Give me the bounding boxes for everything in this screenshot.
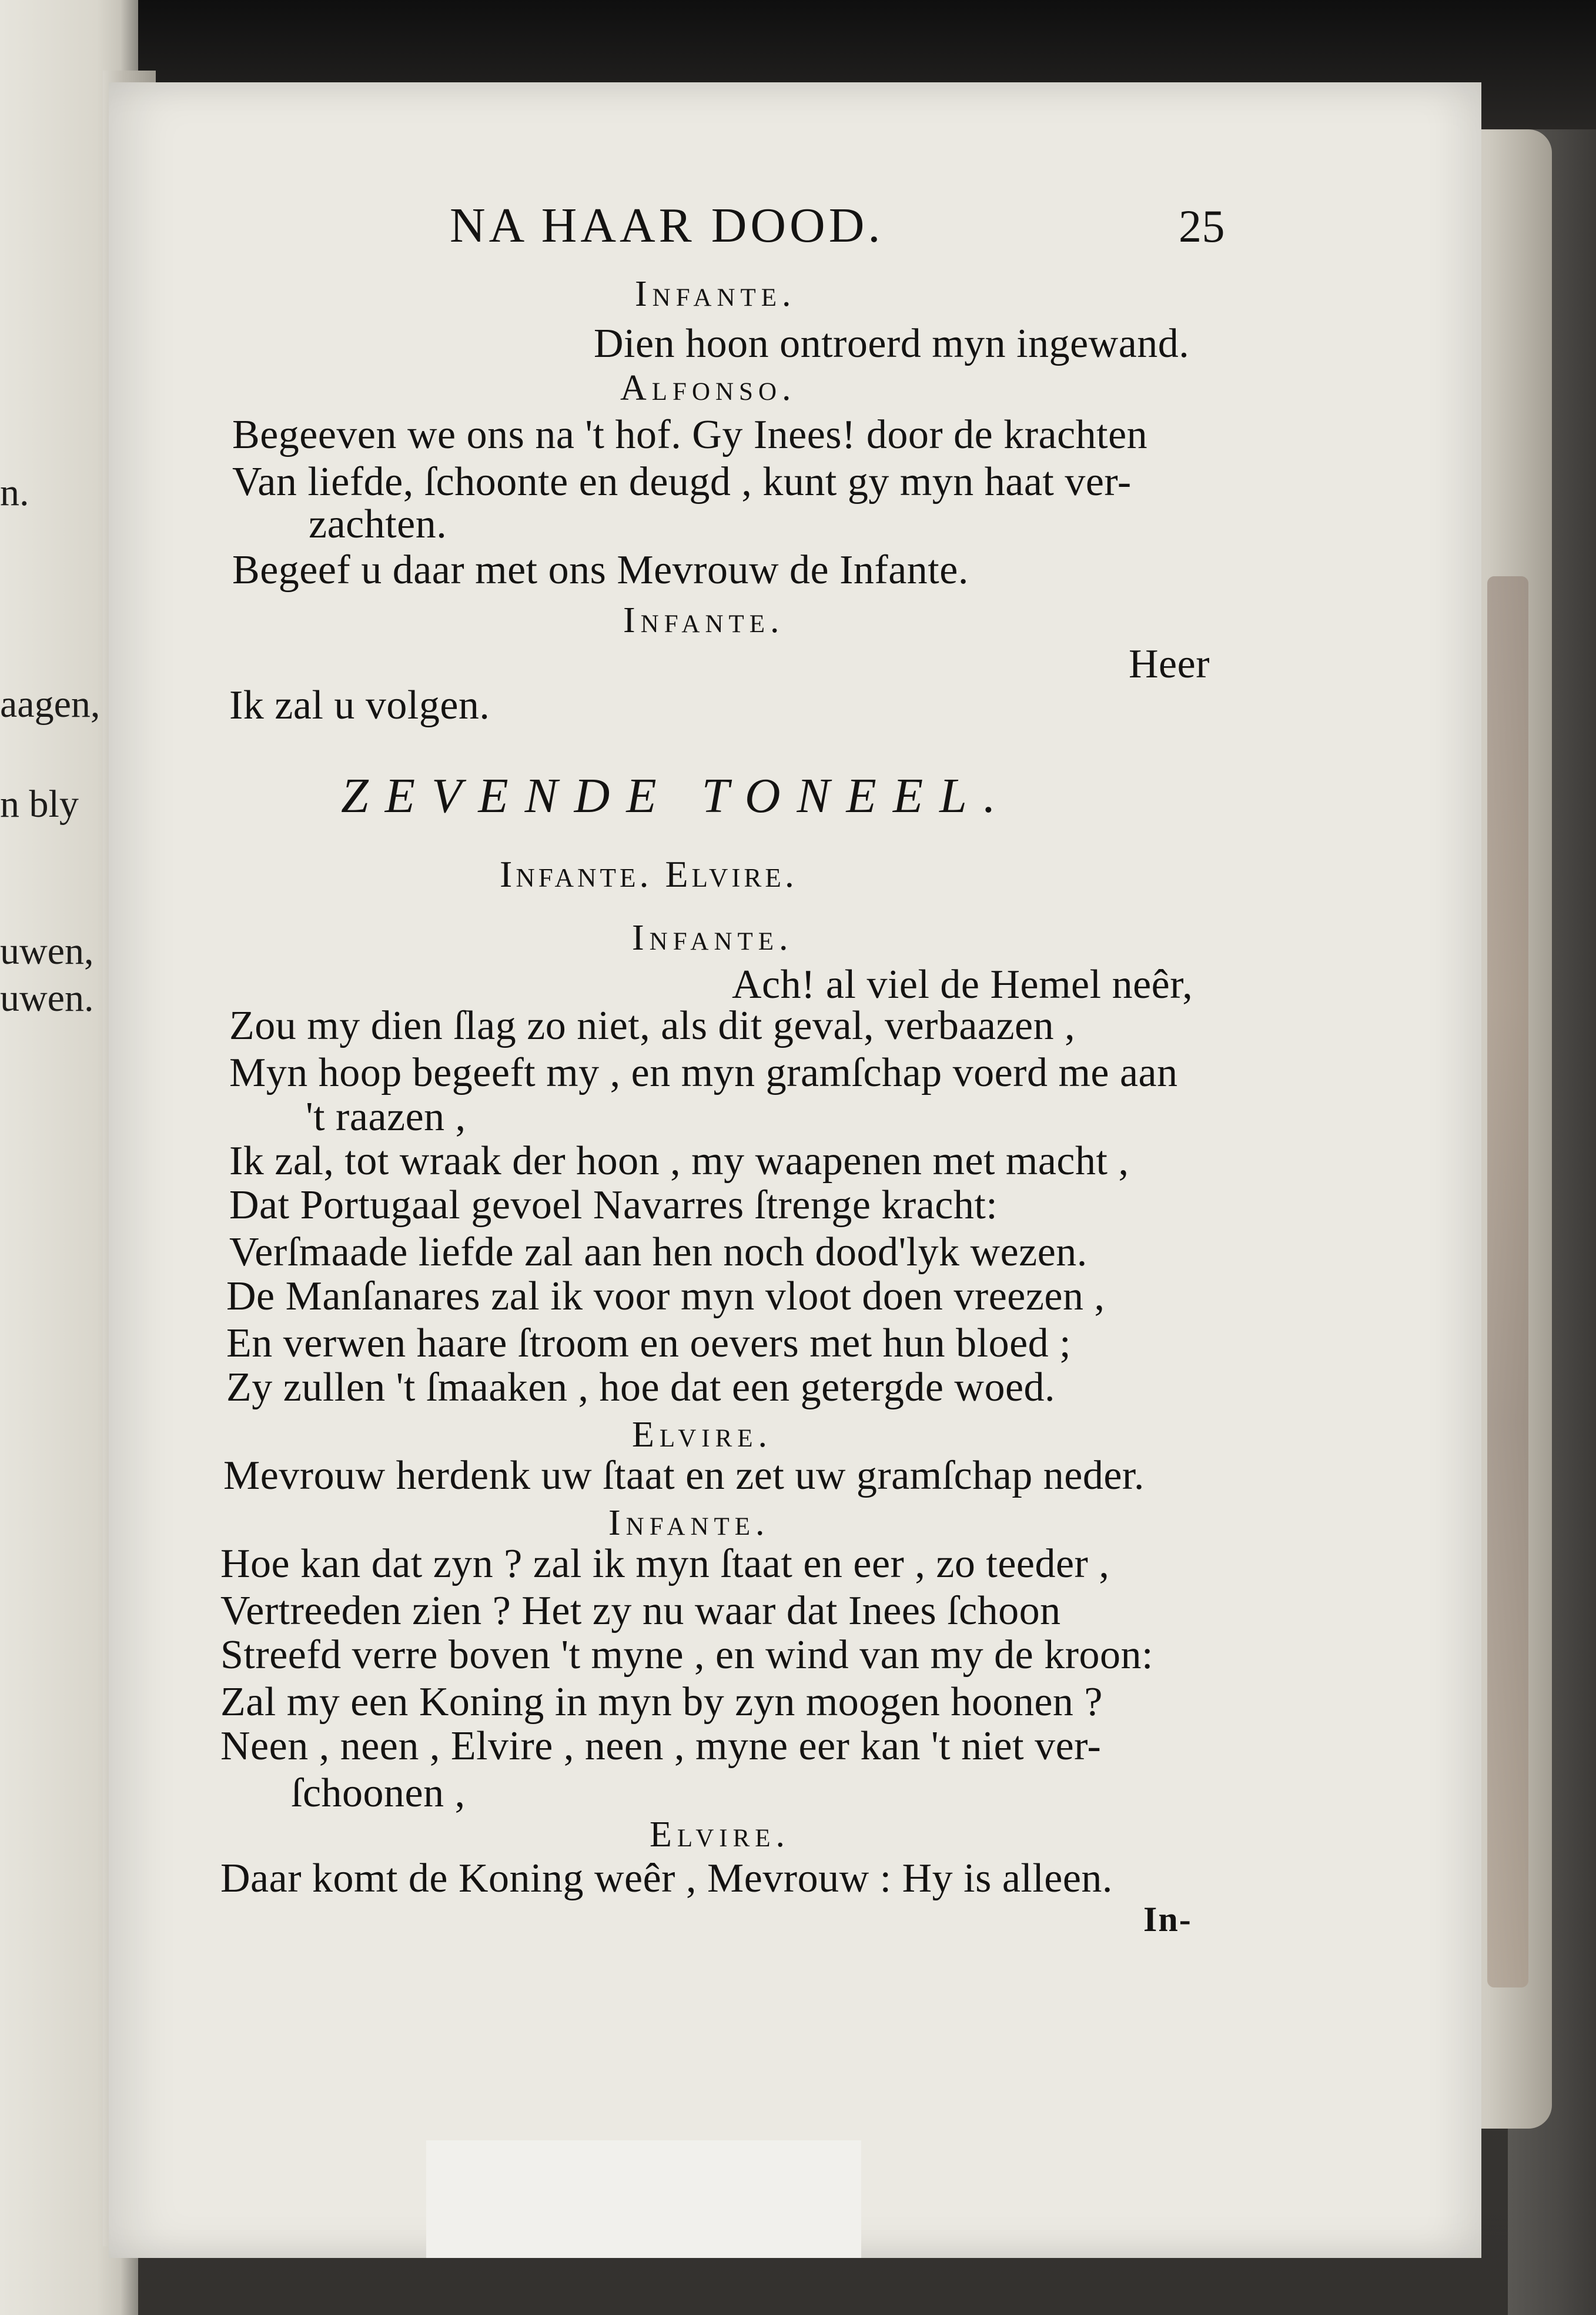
- verse-line: Heer: [1129, 642, 1210, 687]
- left-page-fragment: uwen,: [0, 930, 94, 973]
- left-page-fragment: uwen.: [0, 977, 94, 1020]
- left-page-fragment: aagen,: [0, 683, 101, 726]
- verse-line: Dat Portugaal gevoel Navarres ſtrenge kracht:: [229, 1182, 998, 1228]
- verse-line: Streefd verre boven 't myne , en wind van my de kroon:: [220, 1632, 1153, 1678]
- verse-line: Begeeven we ons na 't hof. Gy Inees! door de krachten: [232, 412, 1148, 457]
- speaker-heading: Infante.: [632, 918, 794, 958]
- verse-line: Ik zal u volgen.: [229, 683, 490, 728]
- verse-line: Zy zullen 't ſmaaken , hoe dat een getergde woed.: [226, 1365, 1056, 1410]
- speaker-heading: Elvire.: [632, 1415, 773, 1455]
- verse-line: Neen , neen , Elvire , neen , myne eer kan 't niet ver-: [220, 1723, 1102, 1769]
- verse-line: Van liefde, ſchoonte en deugd , kunt gy myn haat ver-: [232, 459, 1132, 505]
- verse-line: En verwen haare ſtroom en oevers met hun bloed ;: [226, 1321, 1072, 1366]
- catchword: In-: [1143, 1900, 1192, 1939]
- verse-line: Begeef u daar met ons Mevrouw de Infante.: [232, 547, 969, 593]
- left-page-fragment: n.: [0, 471, 29, 514]
- verse-line: Verſmaade liefde zal aan hen noch dood'lyk wezen.: [229, 1230, 1088, 1275]
- left-page-fragment: n bly: [0, 783, 79, 826]
- scene-heading: ZEVENDE TONEEL.: [341, 769, 1012, 823]
- paper-repair-patch: [426, 2140, 861, 2258]
- verse-line: Mevrouw herdenk uw ſtaat en zet uw gramſchap neder.: [223, 1453, 1145, 1498]
- speaker-heading: Elvire.: [650, 1815, 791, 1855]
- fore-edge-marbling: [1487, 576, 1528, 1987]
- verse-line: Ik zal, tot wraak der hoon , my waapenen met macht ,: [229, 1138, 1129, 1184]
- verse-line: Myn hoop begeeft my , en myn gramſchap voerd me aan: [229, 1050, 1178, 1095]
- verse-line: Ach! al viel de Hemel neêr,: [732, 962, 1193, 1007]
- speaker-heading: Infante.: [608, 1503, 770, 1543]
- verse-line: Daar komt de Koning weêr , Mevrouw : Hy is alleen.: [220, 1856, 1113, 1901]
- verse-line: ſchoonen ,: [291, 1771, 466, 1816]
- verse-line: Hoe kan dat zyn ? zal ik myn ſtaat en eer , zo teeder ,: [220, 1541, 1110, 1586]
- verse-line: Dien hoon ontroerd myn ingewand.: [594, 321, 1190, 366]
- verse-line: Zou my dien ſlag zo niet, als dit geval, verbaazen ,: [229, 1003, 1076, 1048]
- speaker-heading: Alfonso.: [620, 368, 797, 408]
- running-head: NA HAAR DOOD.: [450, 198, 884, 253]
- speaker-heading: Infante.: [623, 600, 785, 640]
- cast-list: Infante. Elvire.: [500, 853, 798, 895]
- verse-line: De Manſanares zal ik voor myn vloot doen vreezen ,: [226, 1274, 1105, 1319]
- verse-line: Zal my een Koning in myn by zyn moogen hoonen ?: [220, 1679, 1103, 1725]
- speaker-heading: Infante.: [635, 274, 797, 314]
- page-number: 25: [1179, 201, 1225, 252]
- verse-line: Vertreeden zien ? Het zy nu waar dat Inees ſchoon: [220, 1588, 1061, 1633]
- verse-line: 't raazen ,: [306, 1094, 466, 1140]
- verse-line: zachten.: [309, 502, 447, 547]
